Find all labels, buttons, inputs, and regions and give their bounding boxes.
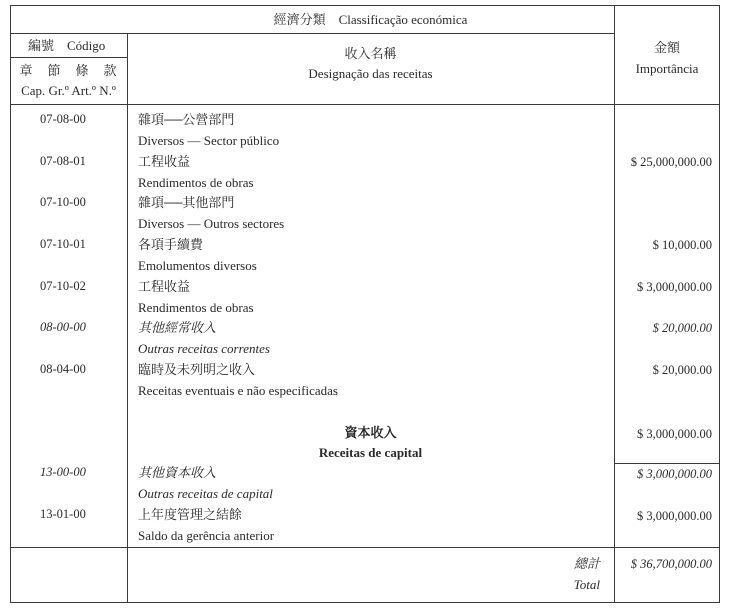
amount-header-zh: 金額 [653, 40, 680, 55]
row-designation-zh: 其他資本收入 [138, 465, 217, 480]
amount-header-pt: Importância [635, 61, 699, 76]
row-amount: $ 3,000,000.00 [637, 280, 712, 294]
capital-amount: $ 3,000,000.00 [637, 427, 712, 441]
row-designation-pt: Rendimentos de obras [138, 175, 254, 190]
classification-header: 經濟分類 Classificação económica [273, 12, 468, 27]
code-header-divider [10, 57, 127, 58]
row-designation-zh: 工程收益 [138, 154, 191, 169]
row-designation-pt: Diversos — Outros sectores [138, 216, 285, 231]
row-code: 08-04-00 [40, 362, 86, 376]
row-amount: $ 3,000,000.00 [637, 467, 712, 481]
amount-column-divider [614, 5, 615, 603]
subtotal-rule [614, 463, 720, 464]
row-code: 08-00-00 [40, 320, 86, 334]
header-divider-top [10, 33, 614, 34]
row-designation-pt: Saldo da gerência anterior [138, 528, 275, 543]
row-designation-pt: Outras receitas de capital [138, 486, 273, 501]
row-code: 13-00-00 [40, 465, 86, 479]
code-header-pt: Código [67, 38, 106, 53]
capital-heading-pt: Receitas de capital [318, 445, 423, 460]
chapters-header-pt: Cap. Gr.º Art.º N.º [21, 83, 116, 98]
total-label-zh: 總計 [573, 556, 600, 571]
chapters-header-zh: 章 節 條 款 [19, 63, 118, 78]
row-code: 07-08-01 [40, 154, 86, 168]
row-code: 13-01-00 [40, 507, 86, 521]
designation-header-zh: 收入名稱 [344, 46, 397, 61]
designation-header-pt: Designação das receitas [308, 66, 433, 81]
row-designation-zh: 其他經常收入 [138, 320, 217, 335]
row-designation-pt: Emolumentos diversos [138, 258, 257, 273]
total-amount: $ 36,700,000.00 [630, 557, 712, 571]
code-column-divider [127, 33, 128, 603]
total-label-pt: Total [573, 577, 600, 592]
row-amount: $ 3,000,000.00 [637, 509, 712, 523]
row-designation-pt: Rendimentos de obras [138, 300, 254, 315]
row-designation-zh: 各項手續費 [138, 237, 204, 252]
row-amount: $ 25,000,000.00 [630, 155, 712, 169]
row-amount: $ 20,000.00 [652, 363, 712, 377]
row-designation-pt: Diversos — Sector público [138, 133, 280, 148]
row-designation-pt: Receitas eventuais e não especificadas [138, 383, 338, 398]
row-designation-zh: 臨時及未列明之收入 [138, 362, 256, 377]
row-code: 07-10-01 [40, 237, 86, 251]
row-amount: $ 20,000.00 [652, 321, 712, 335]
row-designation-zh: 雜項──公營部門 [138, 112, 235, 127]
capital-heading-zh: 資本收入 [344, 425, 397, 440]
row-code: 07-08-00 [40, 112, 86, 126]
row-code: 07-10-00 [40, 195, 86, 209]
row-designation-zh: 雜項──其他部門 [138, 195, 235, 210]
code-header-zh: 編號 [28, 38, 55, 53]
row-code: 07-10-02 [40, 279, 86, 293]
row-designation-zh: 上年度管理之結餘 [138, 507, 243, 522]
row-designation-pt: Outras receitas correntes [138, 341, 270, 356]
row-designation-zh: 工程收益 [138, 279, 191, 294]
row-amount: $ 10,000.00 [652, 238, 712, 252]
